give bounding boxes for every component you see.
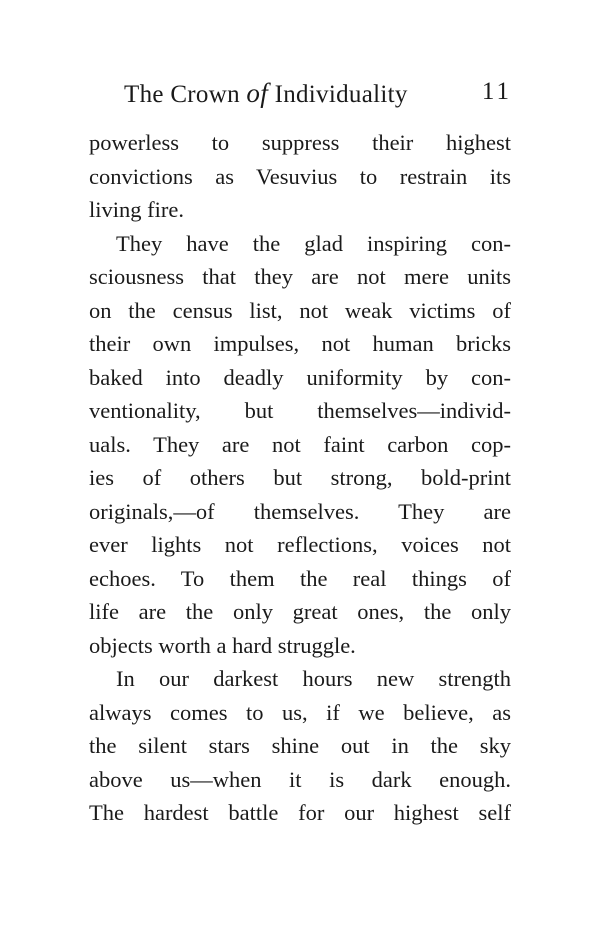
text-line: uals. They are not faint carbon cop- [89, 431, 511, 457]
text-line: life are the only great ones, the only [89, 599, 511, 624]
body-text [89, 126, 511, 830]
text-line: above us—when it is dark enough. [89, 766, 511, 792]
text-line: living fire. [89, 197, 184, 222]
text-line: sciousness that they are not mere units [89, 264, 511, 289]
running-head-title-italic: of [246, 78, 269, 108]
running-head-title: The Crown of Individuality [124, 78, 408, 108]
text-line: originals,—of themselves. They are [89, 498, 511, 524]
text-line: ever lights not reflections, voices not [89, 532, 511, 557]
text-line: on the census list, not weak victims of [89, 297, 511, 323]
text-line: their own impulses, not human bricks [89, 331, 511, 356]
running-head [124, 78, 512, 114]
text-line: powerless to suppress their highest [89, 130, 511, 155]
text-line: objects worth a hard struggle. [89, 632, 356, 658]
text-line: ventionality, but themselves—individ- [89, 398, 511, 423]
text-line: the silent stars shine out in the sky [89, 733, 511, 758]
text-line: They have the glad inspiring con- [116, 230, 511, 256]
text-line: The hardest battle for our highest self [89, 800, 511, 825]
page-number: 11 [481, 78, 512, 105]
text-line: always comes to us, if we believe, as [89, 699, 511, 725]
text-line: ies of others but strong, bold-print [89, 465, 511, 490]
text-line: echoes. To them the real things of [89, 565, 511, 591]
text-line: baked into deadly uniformity by con- [89, 364, 511, 390]
text-line: convictions as Vesuvius to restrain its [89, 163, 511, 189]
text-line: In our darkest hours new strength [116, 666, 511, 691]
